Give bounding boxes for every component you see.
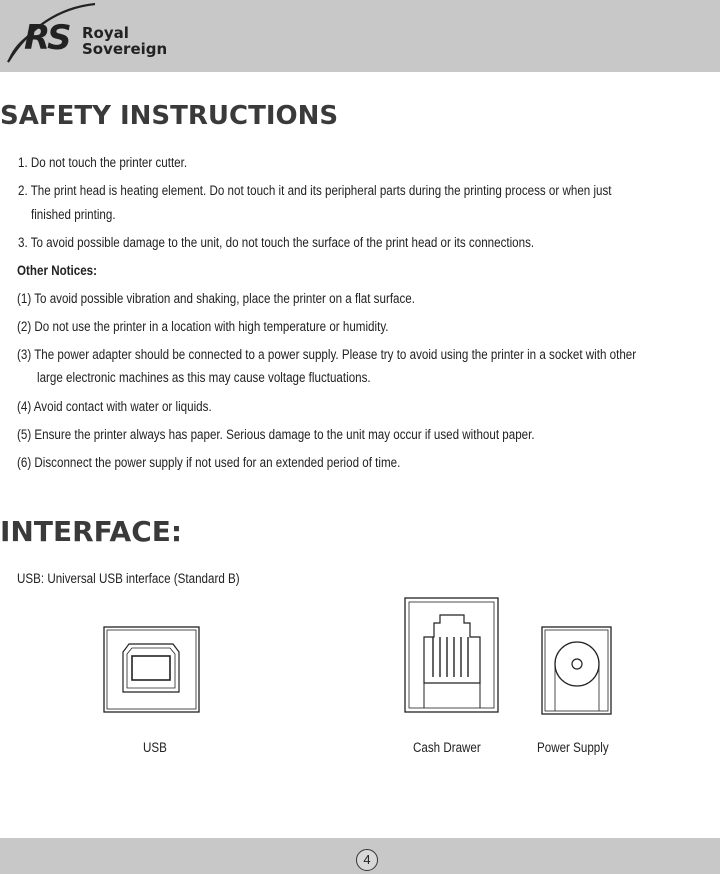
royal-sovereign-logo [0, 0, 200, 72]
notice-4: (4) Avoid contact with water or liquids. [17, 399, 212, 414]
other-notices-heading: Other Notices: [17, 263, 98, 278]
cash-drawer-caption: Cash Drawer [413, 740, 481, 755]
safety-instructions-heading: SAFETY INSTRUCTIONS [0, 101, 339, 131]
page-header [0, 0, 720, 72]
safety-item-2-cont: finished printing. [31, 207, 116, 222]
usb-port-diagram [103, 626, 201, 714]
notice-5: (5) Ensure the printer always has paper. Serious damage to the unit may occur if used without paper. [17, 427, 535, 442]
logo-text-royal: Royal [82, 24, 129, 42]
usb-description: USB: Universal USB interface (Standard B) [17, 571, 240, 586]
notice-6: (6) Disconnect the power supply if not used for an extended period of time. [17, 455, 401, 470]
notice-1: (1) To avoid possible vibration and shaking, place the printer on a flat surface. [17, 291, 415, 306]
safety-item-1: 1. Do not touch the printer cutter. [18, 155, 188, 170]
safety-item-3: 3. To avoid possible damage to the unit, do not touch the surface of the print head or its connections. [18, 235, 535, 250]
notice-3: (3) The power adapter should be connected to a power supply. Please try to avoid using the printer in a socket with other [17, 347, 637, 362]
page-number: 4 [356, 849, 378, 871]
cash-drawer-port-diagram [404, 597, 500, 715]
logo-text-sovereign: Sovereign [82, 40, 168, 58]
safety-item-2: 2. The print head is heating element. Do not touch it and its peripheral parts during the printing process or when just [18, 183, 612, 198]
power-supply-port-diagram [541, 626, 613, 716]
notice-2: (2) Do not use the printer in a location with high temperature or humidity. [17, 319, 389, 334]
notice-3-cont: large electronic machines as this may cause voltage fluctuations. [37, 370, 371, 385]
logo-mark: RS [24, 18, 69, 58]
usb-caption: USB [143, 740, 167, 755]
interface-heading: INTERFACE: [0, 515, 183, 548]
power-supply-caption: Power Supply [537, 740, 609, 755]
